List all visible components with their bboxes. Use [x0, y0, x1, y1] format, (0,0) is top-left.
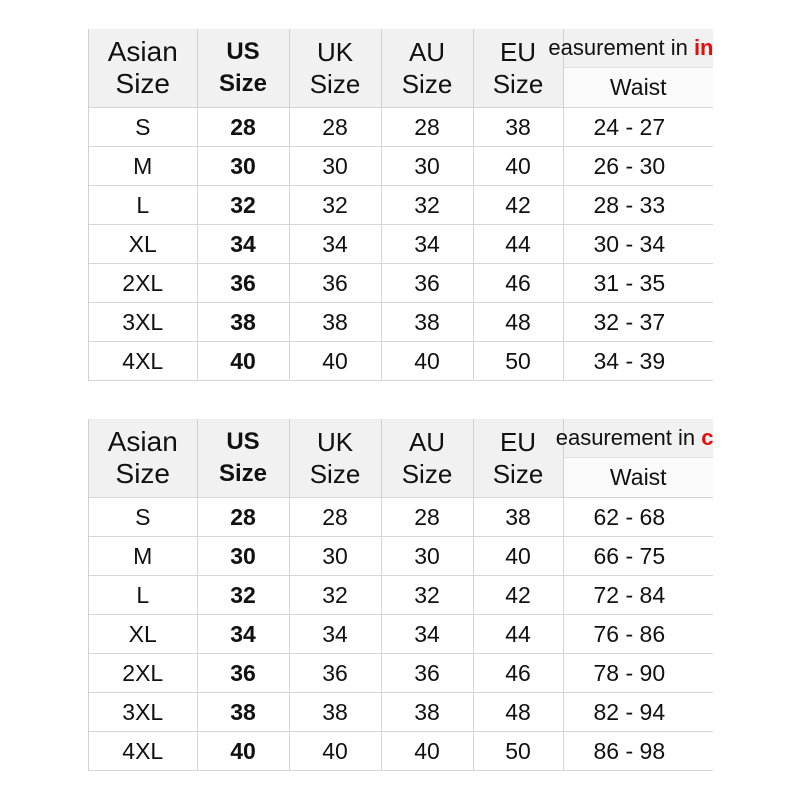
- au-size-cell: 30: [381, 537, 473, 576]
- au-size-cell: 40: [381, 342, 473, 381]
- waist-header: Waist: [563, 458, 713, 498]
- table-row: [89, 264, 713, 303]
- asian-size-cell: 3XL: [89, 693, 197, 732]
- uk-size-header: [289, 419, 381, 498]
- eu-size-cell: 44: [473, 225, 563, 264]
- waist-cell: 72 - 84: [563, 576, 713, 615]
- au-size-cell: 36: [381, 264, 473, 303]
- table-row: [89, 654, 713, 693]
- measurement-label: easurement in: [555, 425, 702, 450]
- uk-size-cell: 28: [289, 108, 381, 147]
- uk-size-cell: 28: [289, 498, 381, 537]
- table-row: [89, 498, 713, 537]
- table-row: [89, 342, 713, 381]
- au-size-cell: 32: [381, 576, 473, 615]
- waist-cell: 66 - 75: [563, 537, 713, 576]
- eu-size-cell: 38: [473, 498, 563, 537]
- asian-size-cell: L: [89, 186, 197, 225]
- waist-cell: 31 - 35: [563, 264, 713, 303]
- us-size-cell: 36: [197, 654, 289, 693]
- eu-size-cell: 46: [473, 264, 563, 303]
- asian-size-cell: L: [89, 576, 197, 615]
- au-size-cell: 28: [381, 108, 473, 147]
- table-row: [89, 576, 713, 615]
- header-line: Size: [492, 459, 544, 489]
- us-size-cell: 38: [197, 303, 289, 342]
- au-size-cell: 34: [381, 225, 473, 264]
- uk-size-header: [289, 29, 381, 108]
- us-size-cell: 34: [197, 615, 289, 654]
- us-size-cell: 36: [197, 264, 289, 303]
- us-size-cell: 40: [197, 342, 289, 381]
- waist-cell: 32 - 37: [563, 303, 713, 342]
- uk-size-cell: 36: [289, 654, 381, 693]
- header-line: UK: [316, 37, 354, 67]
- header-line: Size: [218, 460, 268, 487]
- measurement-unit: c: [701, 425, 714, 450]
- measurement-header: [548, 29, 714, 68]
- us-size-cell: 38: [197, 693, 289, 732]
- header-line: US: [226, 38, 260, 65]
- eu-size-cell: 38: [473, 108, 563, 147]
- eu-size-cell: 48: [473, 693, 563, 732]
- us-size-cell: 30: [197, 537, 289, 576]
- eu-size-header: [473, 419, 563, 498]
- size-table: [89, 29, 713, 381]
- size-table: [89, 419, 713, 771]
- au-size-cell: 30: [381, 147, 473, 186]
- waist-cell: 86 - 98: [563, 732, 713, 771]
- eu-size-cell: 40: [473, 147, 563, 186]
- header-line: Size: [115, 458, 170, 489]
- measurement-unit: in: [693, 35, 714, 60]
- au-size-cell: 34: [381, 615, 473, 654]
- header-line: AU: [408, 37, 446, 67]
- eu-size-cell: 42: [473, 576, 563, 615]
- asian-size-cell: M: [89, 537, 197, 576]
- header-line: Size: [309, 69, 361, 99]
- waist-cell: 76 - 86: [563, 615, 713, 654]
- size-chart-cm: [88, 419, 713, 771]
- waist-cell: 78 - 90: [563, 654, 713, 693]
- header-line: US: [226, 428, 260, 455]
- eu-size-cell: 50: [473, 732, 563, 771]
- uk-size-cell: 38: [289, 303, 381, 342]
- size-chart-inches: [88, 29, 713, 381]
- header-line: Size: [309, 459, 361, 489]
- header-line: Asian: [107, 426, 178, 457]
- us-size-cell: 28: [197, 498, 289, 537]
- asian-size-cell: 3XL: [89, 303, 197, 342]
- au-size-cell: 36: [381, 654, 473, 693]
- measurement-label: easurement in: [548, 35, 694, 60]
- eu-size-cell: 44: [473, 615, 563, 654]
- us-size-cell: 28: [197, 108, 289, 147]
- table-row: [89, 225, 713, 264]
- table-row: [89, 693, 713, 732]
- eu-size-cell: 48: [473, 303, 563, 342]
- uk-size-cell: 32: [289, 576, 381, 615]
- asian-size-cell: 2XL: [89, 654, 197, 693]
- waist-cell: 82 - 94: [563, 693, 713, 732]
- uk-size-cell: 30: [289, 147, 381, 186]
- header-line: EU: [499, 427, 537, 457]
- header-line: Size: [401, 459, 453, 489]
- asian-size-cell: S: [89, 108, 197, 147]
- asian-size-cell: 4XL: [89, 342, 197, 381]
- table-row: [89, 108, 713, 147]
- asian-size-header: [89, 29, 197, 108]
- header-line: Size: [115, 68, 170, 99]
- waist-cell: 30 - 34: [563, 225, 713, 264]
- header-line: AU: [408, 427, 446, 457]
- table-row: [89, 147, 713, 186]
- eu-size-cell: 46: [473, 654, 563, 693]
- us-size-header: [197, 419, 289, 498]
- waist-cell: 28 - 33: [563, 186, 713, 225]
- waist-header: Waist: [563, 68, 713, 108]
- uk-size-cell: 34: [289, 225, 381, 264]
- au-size-cell: 32: [381, 186, 473, 225]
- asian-size-cell: 2XL: [89, 264, 197, 303]
- us-size-cell: 32: [197, 576, 289, 615]
- asian-size-cell: XL: [89, 225, 197, 264]
- table-row: [89, 186, 713, 225]
- asian-size-cell: S: [89, 498, 197, 537]
- asian-size-cell: 4XL: [89, 732, 197, 771]
- uk-size-cell: 32: [289, 186, 381, 225]
- waist-cell: 34 - 39: [563, 342, 713, 381]
- eu-size-cell: 50: [473, 342, 563, 381]
- au-size-cell: 38: [381, 693, 473, 732]
- header-line: EU: [499, 37, 537, 67]
- asian-size-header: [89, 419, 197, 498]
- au-size-header: [381, 419, 473, 498]
- us-size-cell: 32: [197, 186, 289, 225]
- us-size-header: [197, 29, 289, 108]
- uk-size-cell: 38: [289, 693, 381, 732]
- uk-size-cell: 36: [289, 264, 381, 303]
- eu-size-cell: 40: [473, 537, 563, 576]
- us-size-cell: 30: [197, 147, 289, 186]
- au-size-cell: 38: [381, 303, 473, 342]
- table-row: [89, 615, 713, 654]
- header-line: Asian: [107, 36, 178, 67]
- header-line: Size: [492, 69, 544, 99]
- au-size-cell: 28: [381, 498, 473, 537]
- us-size-cell: 40: [197, 732, 289, 771]
- header-line: Size: [218, 70, 268, 97]
- table-row: [89, 537, 713, 576]
- uk-size-cell: 40: [289, 342, 381, 381]
- table-row: [89, 732, 713, 771]
- measurement-header: [555, 419, 714, 458]
- header-line: Size: [401, 69, 453, 99]
- waist-cell: 26 - 30: [563, 147, 713, 186]
- waist-cell: 24 - 27: [563, 108, 713, 147]
- uk-size-cell: 40: [289, 732, 381, 771]
- us-size-cell: 34: [197, 225, 289, 264]
- header-line: UK: [316, 427, 354, 457]
- uk-size-cell: 30: [289, 537, 381, 576]
- eu-size-cell: 42: [473, 186, 563, 225]
- au-size-cell: 40: [381, 732, 473, 771]
- table-row: [89, 303, 713, 342]
- au-size-header: [381, 29, 473, 108]
- uk-size-cell: 34: [289, 615, 381, 654]
- asian-size-cell: XL: [89, 615, 197, 654]
- asian-size-cell: M: [89, 147, 197, 186]
- waist-cell: 62 - 68: [563, 498, 713, 537]
